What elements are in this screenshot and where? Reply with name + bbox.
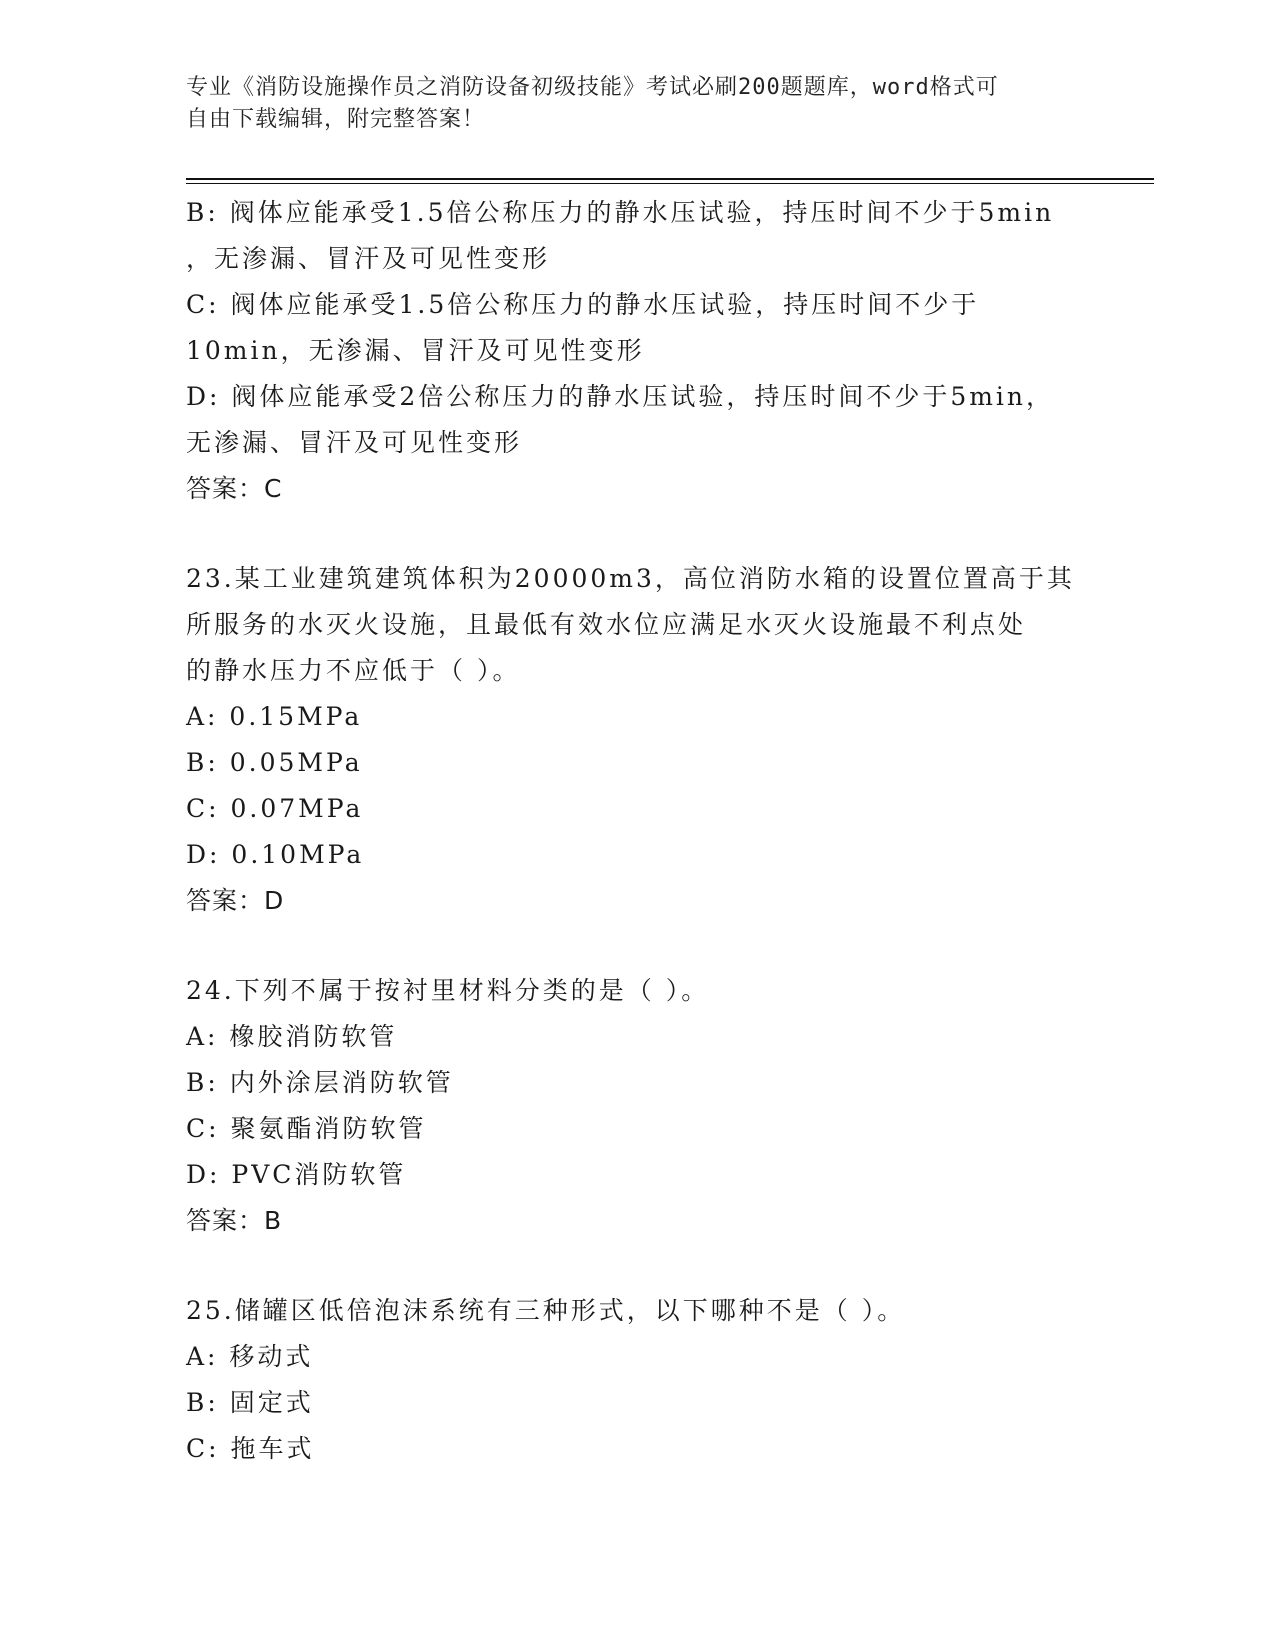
q22-option-c-line-1: C: 阀体应能承受1.5倍公称压力的静水压试验，持压时间不少于 [186, 290, 980, 319]
q23-stem-line-2: 所服务的水灭火设施，且最低有效水位应满足水灭火设施最不利点处 [186, 610, 1027, 639]
q22-option-b-line-2: ，无渗漏、冒汗及可见性变形 [186, 244, 551, 273]
question-23-block [186, 556, 1086, 924]
q25-option-b: B: 固定式 [186, 1388, 314, 1417]
q22-answer: 答案：C [186, 474, 283, 503]
q23-option-c: C: 0.07MPa [186, 794, 364, 823]
q23-option-b: B: 0.05MPa [186, 748, 363, 777]
q22-option-b-line-1: B: 阀体应能承受1.5倍公称压力的静水压试验，持压时间不少于5min [186, 198, 1055, 227]
q25-stem-line-1: 25.储罐区低倍泡沫系统有三种形式，以下哪种不是（ ）。 [186, 1296, 906, 1325]
spacer [186, 924, 1086, 968]
q23-answer: 答案：D [186, 886, 285, 915]
spacer [186, 512, 1086, 556]
q22-option-d-line-2: 无渗漏、冒汗及可见性变形 [186, 428, 523, 457]
q24-option-d: D: PVC消防软管 [186, 1160, 407, 1189]
header-line-1: 专业《消防设施操作员之消防设备初级技能》考试必刷200题题库，word格式可 [186, 75, 999, 100]
q24-stem-line-1: 24.下列不属于按衬里材料分类的是（ ）。 [186, 976, 710, 1005]
q25-option-c: C: 拖车式 [186, 1434, 315, 1463]
q25-option-a: A: 移动式 [186, 1342, 314, 1371]
q22-option-d-line-1: D: 阀体应能承受2倍公称压力的静水压试验，持压时间不少于5min， [186, 382, 1055, 411]
q23-option-a: A: 0.15MPa [186, 702, 363, 731]
q24-option-b: B: 内外涂层消防软管 [186, 1068, 454, 1097]
header-divider-thin [186, 183, 1154, 184]
q24-answer: 答案：B [186, 1206, 283, 1235]
header-divider-thick [186, 178, 1154, 180]
question-list [186, 190, 1086, 1472]
spacer [186, 1244, 1086, 1288]
q22-option-c-line-2: 10min，无渗漏、冒汗及可见性变形 [186, 336, 645, 365]
q23-stem-line-3: 的静水压力不应低于（ ）。 [186, 656, 521, 685]
q24-option-a: A: 橡胶消防软管 [186, 1022, 398, 1051]
header-line-2: 自由下载编辑，附完整答案！ [186, 107, 486, 132]
question-24-block [186, 968, 1086, 1244]
question-22-block [186, 190, 1086, 512]
question-25-block [186, 1288, 1086, 1472]
q24-option-c: C: 聚氨酯消防软管 [186, 1114, 427, 1143]
q23-option-d: D: 0.10MPa [186, 840, 365, 869]
document-header [186, 72, 1066, 136]
q23-stem-line-1: 23.某工业建筑建筑体积为20000m3，高位消防水箱的设置位置高于其 [186, 564, 1075, 593]
